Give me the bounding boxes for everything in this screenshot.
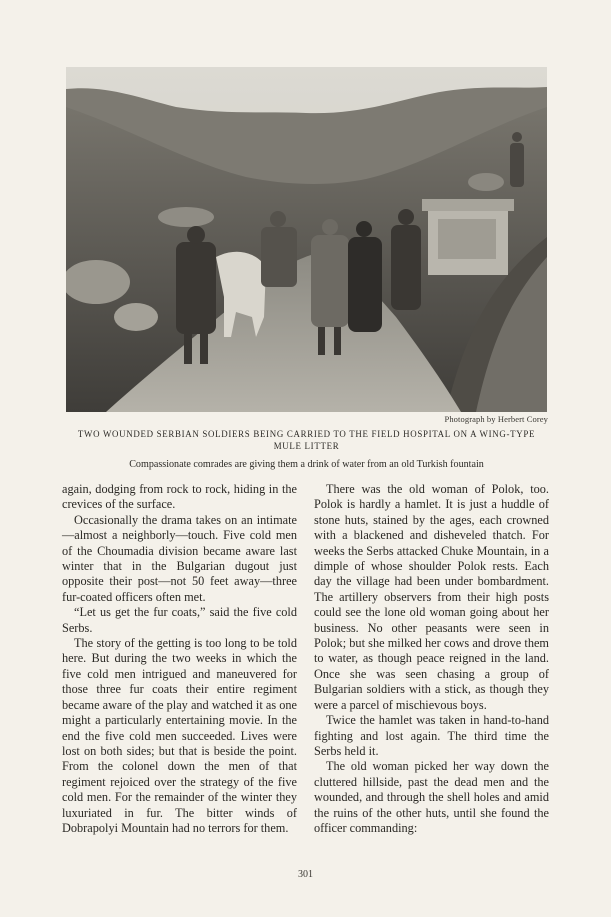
photo-credit: Photograph by Herbert Corey [444, 414, 548, 424]
photo-illustration [66, 67, 547, 412]
page-number: 301 [298, 869, 313, 880]
paragraph: The story of the getting is too long to be told here. But during the two weeks in which the five cold men intrigued and maneuvered for those three fur coats their entire regiment became aware of the play and watched it as one might a particularly entertaining movie. In the end the five cold men succeeded. Lives were lost on both sides; but that is beside the point. From the colonel down the men of that regiment rejoiced over the strategy of the five cold men. For the remainder of the winter they luxuriated in fur. The bitter winds of Dobrapolyi Mountain had no terrors for them. [62, 636, 297, 835]
left-text-column [62, 482, 297, 836]
caption-title: TWO WOUNDED SERBIAN SOLDIERS BEING CARRIED TO THE FIELD HOSPITAL ON A WING-TYPE MULE LITTER [77, 429, 536, 451]
caption-subtitle: Compassionate comrades are giving them a drink of water from an old Turkish fountain [129, 459, 484, 470]
right-text-column [314, 482, 549, 836]
paragraph: The old woman picked her way down the cluttered hillside, past the dead men and the wounded, and through the shell holes and amid the ruins of the other huts, until she found the officer commanding: [314, 759, 549, 835]
paragraph: There was the old woman of Polok, too. Polok is hardly a hamlet. It is just a huddle of stone huts, stained by the ages, each crowned with a blackened and disheveled thatch. For weeks the Serbs attacked Chuke Mountain, in a dimple of whose shoulder Polok rests. Each day the village had been under bombardment. The artillery observers from their high posts could see the lone old woman going about her business. No other peasants were seen in Polok; but she milked her cows and drove them to water, as though peace reigned in the land. Once she was seen chasing a group of Bulgarian soldiers with a stick, as though they were a parcel of mischievous boys. [314, 482, 549, 712]
paragraph: again, dodging from rock to rock, hiding in the crevices of the surface. [62, 482, 297, 512]
paragraph: Twice the hamlet was taken in hand-to-hand fighting and lost again. The third time the Serbs held it. [314, 713, 549, 758]
paragraph: Occasionally the drama takes on an intimate—almost a neighborly—touch. Five cold men of the Choumadia division became aware last winter that in the Bulgarian dugout just opposite their post—not 50 feet away—three fur-coated officers often met. [62, 512, 297, 604]
photograph-wounded-soldiers-mule-litter [66, 67, 547, 412]
paragraph: “Let us get the fur coats,” said the five cold Serbs. [62, 605, 297, 635]
